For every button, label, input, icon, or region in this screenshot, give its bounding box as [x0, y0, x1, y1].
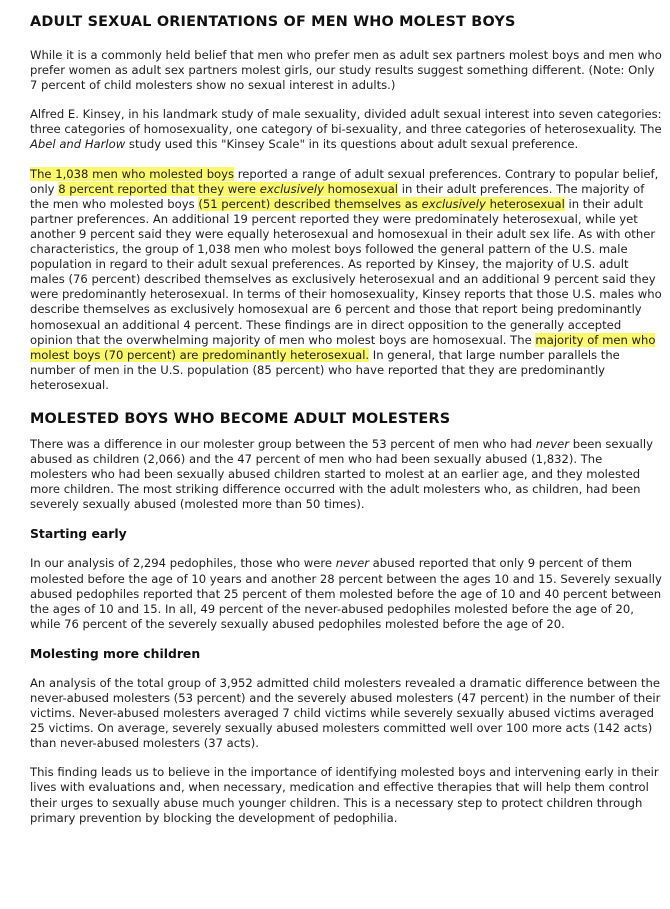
highlight-1038-men: The 1,038 men who molested boys	[30, 166, 235, 181]
findings-text-2: in their adult preferences. The majority of the men who molested boys	[30, 181, 645, 211]
highlight-51-percent-text-b: heterosexual	[485, 196, 565, 211]
subheading-molesting-more: Molesting more children	[30, 645, 201, 661]
starting-early-text-b: abused reported that only 9 percent of them molested before the age of 10 years and another 28 percent between the ages 10 and 15. Severely sexually abused pedophiles reported that 25 percent of them molested before the age of 10 and 40 percent between the ages of 10 and 15. In all, 49 percent of the never-abused pedophiles molested before the age of 20, while 76 percent of the severely sexually abused pedophiles molested before the age of 20.	[30, 556, 662, 631]
section-title-adult-orientations: ADULT SEXUAL ORIENTATIONS OF MEN WHO MOLEST BOYS	[30, 14, 516, 30]
highlight-51-percent	[198, 197, 565, 211]
highlight-51-percent-text-a: (51 percent) described themselves as	[198, 196, 422, 211]
paragraph-kinsey-text-a: Alfred E. Kinsey, in his landmark study of male sexuality, divided adult sexual interest into seven categories: three categories of homosexuality, one category of bi-sexuality, and three categories of heterosexuality. The	[30, 107, 662, 137]
findings-text-3: in their adult partner preferences. An additional 19 percent reported they were predominately heterosexual, while yet another 9 percent said they were equally heterosexual and homosexual in their adult sex life. As with other characteristics, the group of 1,038 men who molest boys followed the general pattern of the U.S. male population in regard to their adult sexual preferences. As reported by Kinsey, the majority of U.S. adult males (76 percent) described themselves as exclusively heterosexual and an additional 9 percent said they were predominantly heterosexual. In terms of their homosexuality, Kinsey reports that those U.S. males who describe themselves as exclusively homosexual are 6 percent and those that report being predominantly homosexual an additional 4 percent. These findings are in direct opposition to the generally accepted opinion that the overwhelming majority of men who molest boys are homosexual. The	[30, 196, 662, 347]
findings-text-4: In general, that large number parallels the number of men in the U.S. population (85 percent) who have reported that they are predominantly heterosexual.	[30, 347, 620, 392]
section-title-molested-boys: MOLESTED BOYS WHO BECOME ADULT MOLESTERS	[30, 410, 451, 427]
paragraph-difference-text-a: There was a difference in our molester group between the 53 percent of men who had	[30, 436, 536, 451]
paragraph-molesting-more: An analysis of the total group of 3,952 admitted child molesters revealed a dramatic difference between the never-abused molesters (53 percent) and the severely abused molesters (47 percent) in the number of their victims. Never-abused molesters averaged 7 child victims while severely sexually abused victims averaged 25 victims. On average, severely sexually abused molesters committed well over 100 more acts (142 acts) than never-abused molesters (37 acts).	[30, 675, 661, 751]
highlight-8-percent-text-a: 8 percent reported that they were	[58, 181, 260, 196]
highlight-70-percent: majority of men who molest boys (70 percent) are predominantly heterosexual.	[30, 332, 656, 362]
highlight-51-percent-italic: exclusively	[421, 196, 486, 211]
paragraph-closing: This finding leads us to believe in the importance of identifying molested boys and intervening early in their lives with evaluations and, when necessary, medication and effective therapies that will help them control their urges to sexually abuse much younger children. This is a necessary step to protect children through primary prevention by blocking the development of pedophilia.	[30, 765, 659, 825]
document-page	[30, 12, 662, 826]
paragraph-findings	[30, 167, 662, 393]
paragraph-starting-early	[30, 556, 662, 631]
subheading-starting-early: Starting early	[30, 526, 127, 542]
paragraph-kinsey	[30, 107, 662, 152]
paragraph-kinsey-text-b: study used this "Kinsey Scale" in its questions about adult sexual preference.	[125, 137, 579, 152]
findings-text-1: reported a range of adult sexual preferences. Contrary to popular belief, only	[30, 166, 659, 196]
highlight-8-percent-italic: exclusively	[259, 181, 324, 196]
study-name-italic: Abel and Harlow	[30, 137, 126, 152]
never-italic: never	[535, 436, 570, 451]
starting-early-italic: never	[335, 556, 369, 571]
paragraph-common-belief: While it is a commonly held belief that men who prefer men as adult sex partners molest boys and men who prefer women as adult sex partners molest girls, our study results suggest something different. (Note: Only 7 percent of child molesters show no sexual interest in adults.)	[30, 48, 662, 93]
starting-early-text-a: In our analysis of 2,294 pedophiles, those who were	[30, 556, 336, 571]
paragraph-difference	[30, 437, 662, 512]
highlight-8-percent	[58, 182, 398, 196]
highlight-8-percent-text-b: homosexual	[324, 181, 399, 196]
paragraph-difference-text-b: been sexually abused as children (2,066) and the 47 percent of men who had been sexually abused (1,832). The molesters who had been sexually abused children started to molest at an earlier age, and they molested more children. The most striking difference occurred with the adult molesters who, as children, had been severely sexually abused (molested more than 50 times).	[30, 436, 653, 512]
